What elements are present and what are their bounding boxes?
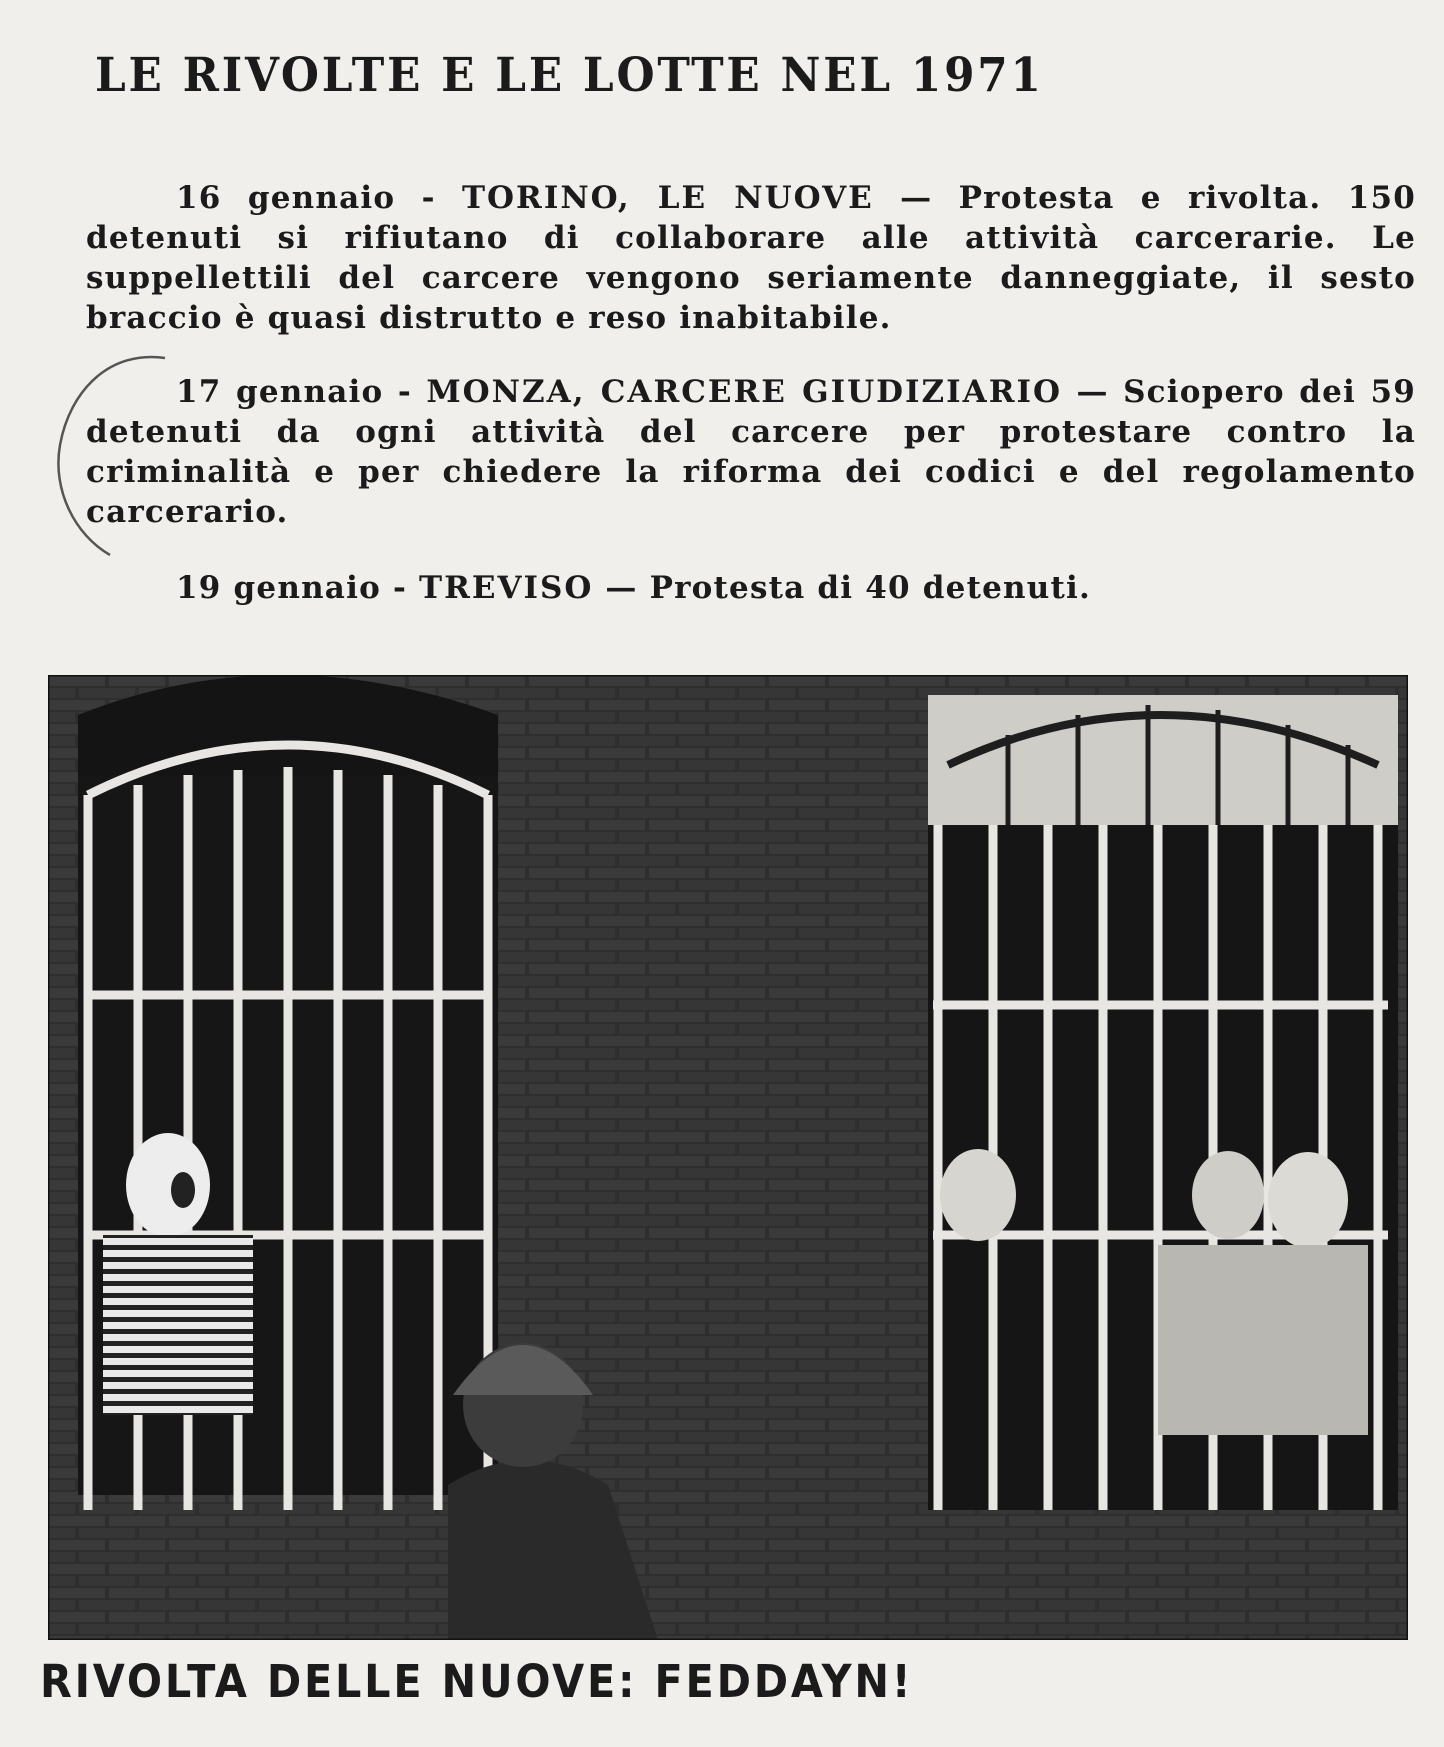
entry-dash: — bbox=[873, 180, 959, 216]
entry-separator: - bbox=[395, 180, 462, 216]
entry-date: 16 gennaio bbox=[176, 180, 396, 216]
prison-photo bbox=[48, 675, 1408, 1640]
entry-text: Sciopero dei 59 detenuti da ogni attività del carcere per protestare contro la criminalità e per chiedere la riforma dei codici e del regolamento carcerario. bbox=[86, 374, 1416, 530]
entry-place: TREVISO bbox=[419, 570, 594, 606]
entry-separator: - bbox=[383, 374, 427, 410]
entry-17-gennaio bbox=[86, 372, 1416, 532]
entry-text: Protesta e rivolta. 150 detenuti si rifiutano di collaborare alle attività carcerarie. Le suppellettili del carcere vengono seriamente danneggiate, il sesto braccio è quasi distrutto e reso inabitabile. bbox=[86, 180, 1417, 336]
low-brick-wall bbox=[48, 1510, 1408, 1640]
entry-16-gennaio bbox=[86, 178, 1416, 338]
entry-date: 19 gennaio bbox=[176, 570, 381, 606]
entry-text: Protesta di 40 detenuti. bbox=[649, 570, 1092, 606]
pencil-margin-mark bbox=[40, 350, 170, 560]
entry-place: MONZA, CARCERE GIUDIZIARIO bbox=[426, 374, 1062, 410]
entry-date: 17 gennaio bbox=[176, 374, 384, 410]
entry-separator: - bbox=[380, 570, 420, 606]
entry-dash: — bbox=[1062, 374, 1124, 410]
article-title: LE RIVOLTE E LE LOTTE NEL 1971 bbox=[95, 48, 1044, 103]
entry-place: TORINO, LE NUOVE bbox=[461, 180, 874, 216]
entry-19-gennaio bbox=[86, 568, 1416, 608]
entry-dash: — bbox=[593, 570, 650, 606]
photo-caption: RIVOLTA DELLE NUOVE: FEDDAYN! bbox=[40, 1655, 914, 1708]
